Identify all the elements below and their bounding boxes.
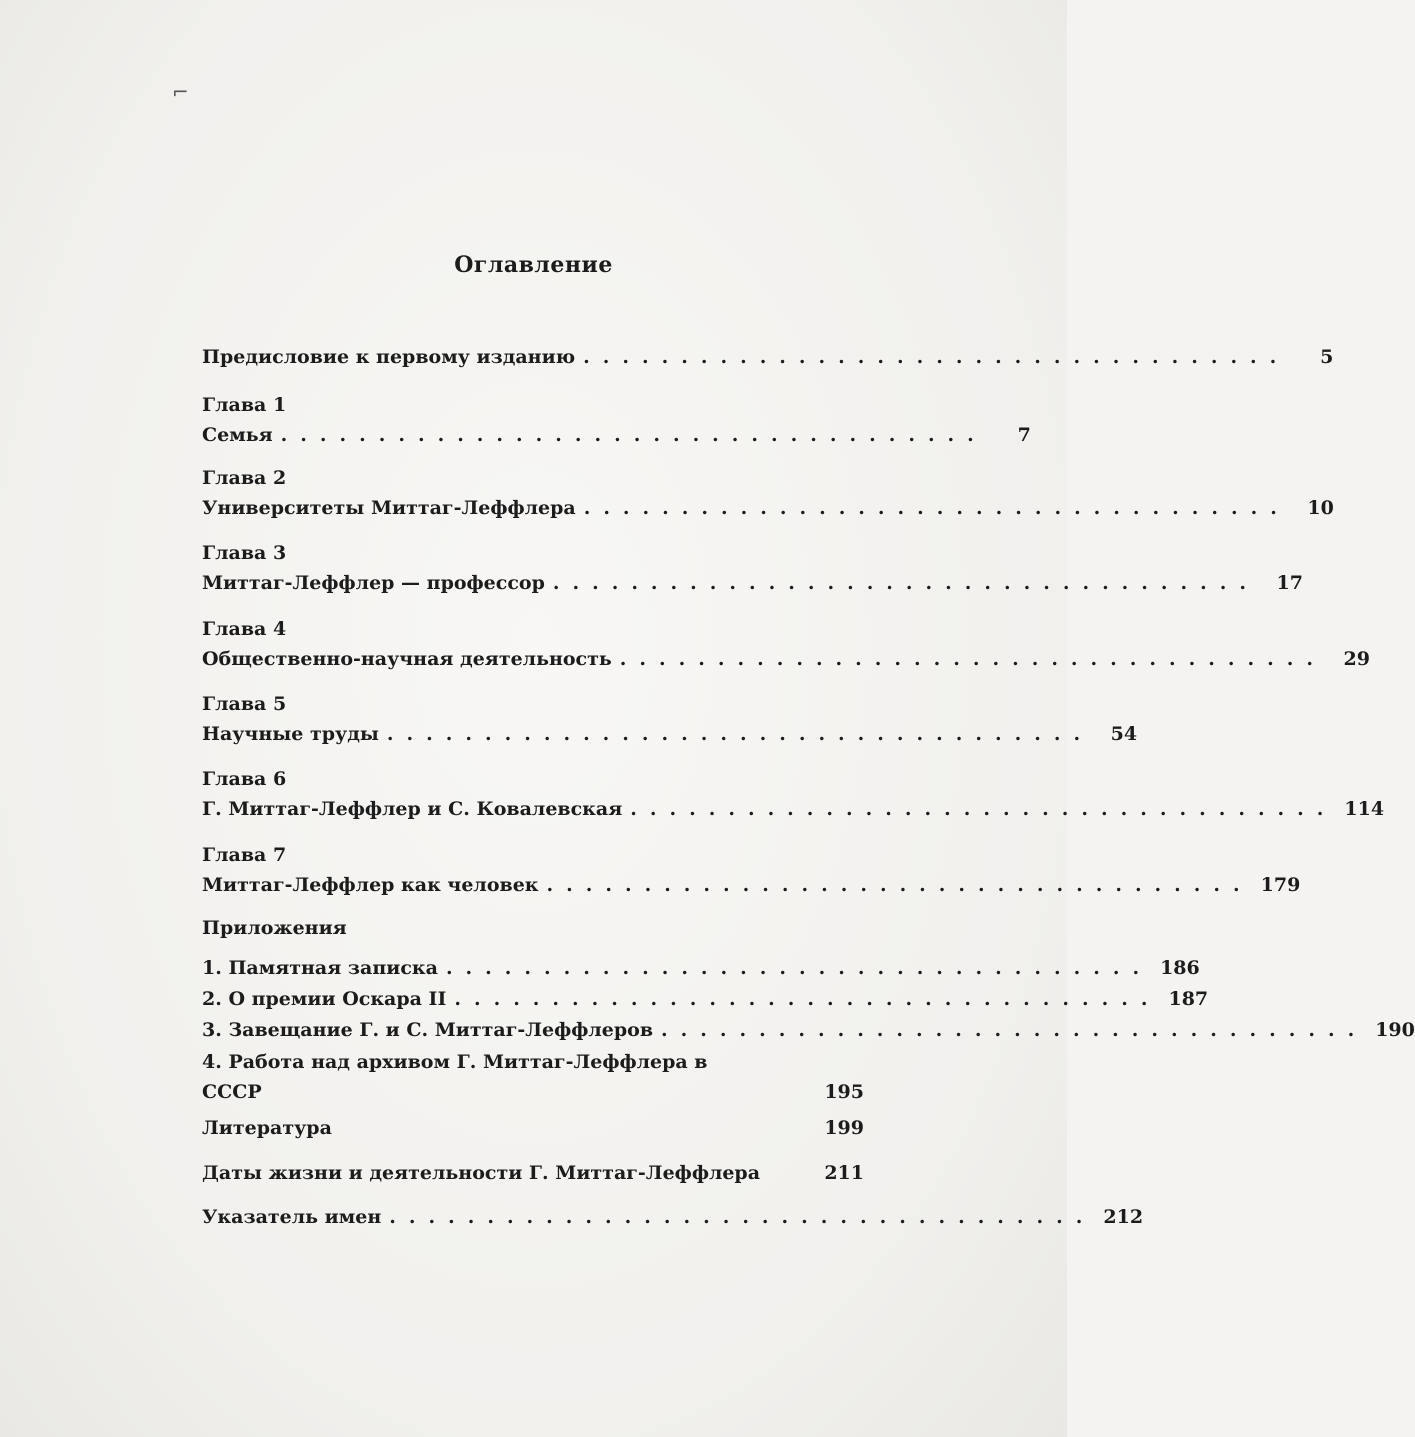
page-number: 179 xyxy=(1260,874,1301,896)
toc-row xyxy=(202,719,1138,749)
entry-title: Даты жизни и деятельности Г. Миттаг-Леффлера xyxy=(202,1162,761,1184)
leader-dots: .................................... xyxy=(454,988,1161,1010)
toc-row xyxy=(202,1077,864,1107)
toc-row xyxy=(202,984,1209,1014)
toc-entry-chapter-2 xyxy=(202,463,1334,523)
toc-entry-chapter-1 xyxy=(202,390,1031,450)
entry-title: 4. Работа над архивом Г. Миттаг-Леффлера в xyxy=(202,1051,708,1073)
toc-row xyxy=(202,1158,864,1188)
toc-row xyxy=(202,644,1370,674)
toc-row xyxy=(202,1015,1415,1045)
toc-row xyxy=(202,953,1200,983)
toc-row xyxy=(202,913,864,943)
toc-entry-appendix-3 xyxy=(202,1015,1415,1045)
chapter-label: Глава 2 xyxy=(202,467,287,489)
entry-title: Университеты Миттаг-Леффлера xyxy=(202,497,576,519)
toc-entry-chapter-7 xyxy=(202,840,1301,900)
leader-dots: .................................... xyxy=(445,957,1153,979)
page-number: 54 xyxy=(1110,723,1138,745)
toc-entry-literature xyxy=(202,1113,864,1143)
leader-dots: .................................... xyxy=(619,648,1326,670)
chapter-label: Глава 4 xyxy=(202,618,287,640)
entry-title: Научные труды xyxy=(202,723,379,745)
entry-title: 1. Памятная записка xyxy=(202,957,438,979)
toc-entry-appendix-1 xyxy=(202,953,1200,983)
toc-row xyxy=(202,870,1301,900)
entry-title: 3. Завещание Г. и С. Миттаг-Леффлеров xyxy=(202,1019,654,1041)
chapter-label: Глава 6 xyxy=(202,768,287,790)
page-number: 211 xyxy=(824,1162,864,1184)
chapter-label: Глава 1 xyxy=(202,394,287,416)
toc-entry-chapter-3 xyxy=(202,538,1303,598)
page-number: 29 xyxy=(1343,648,1370,670)
corner-mark: ⌐ xyxy=(172,80,189,104)
toc-row xyxy=(202,1113,864,1143)
toc-row xyxy=(202,794,1385,824)
leader-dots: .................................... xyxy=(552,572,1259,594)
leader-dots: .................................... xyxy=(280,424,987,446)
leader-dots: .................................... xyxy=(583,346,1290,368)
toc-row xyxy=(202,1202,1144,1232)
toc-row xyxy=(202,1047,864,1077)
entry-title: Литература xyxy=(202,1117,332,1139)
toc-entry-appendix-2 xyxy=(202,984,1209,1014)
toc-entry-appendix-4 xyxy=(202,1047,864,1107)
page-number: 187 xyxy=(1168,988,1209,1010)
page-number: 10 xyxy=(1307,497,1334,519)
leader-dots: .................................... xyxy=(661,1019,1368,1041)
chapter-label: Глава 7 xyxy=(202,844,287,866)
toc-entry-appendices xyxy=(202,913,864,943)
toc-row xyxy=(202,420,1031,450)
page-number: 195 xyxy=(824,1081,864,1103)
page-number: 199 xyxy=(824,1117,864,1139)
toc-row xyxy=(202,568,1303,598)
entry-title-cont: СССР xyxy=(202,1081,262,1103)
entry-title: Миттаг-Леффлер — профессор xyxy=(202,572,545,594)
entry-title: Общественно-научная деятельность xyxy=(202,648,612,670)
entry-title: Г. Миттаг-Леффлер и С. Ковалевская xyxy=(202,798,623,820)
page-number: 190 xyxy=(1375,1019,1415,1041)
page-number: 186 xyxy=(1160,957,1200,979)
entry-title: Семья xyxy=(202,424,273,446)
leader-dots: .................................... xyxy=(583,497,1290,519)
page-number: 212 xyxy=(1103,1206,1144,1228)
page-number: 114 xyxy=(1344,798,1385,820)
toc-entry-chapter-6 xyxy=(202,764,1385,824)
toc-row xyxy=(202,342,1334,372)
entry-title: Предисловие к первому изданию xyxy=(202,346,576,368)
toc-entry-preface xyxy=(202,342,1334,372)
page-number: 17 xyxy=(1276,572,1303,594)
toc-row xyxy=(202,493,1334,523)
toc-entry-chapter-5 xyxy=(202,689,1138,749)
leader-dots: .................................... xyxy=(386,723,1094,745)
entry-title: Указатель имен xyxy=(202,1206,382,1228)
leader-dots: .................................... xyxy=(546,874,1253,896)
toc-title: Оглавление xyxy=(454,252,613,278)
toc-entry-chapter-4 xyxy=(202,614,1370,674)
toc-entry-index xyxy=(202,1202,1144,1232)
leader-dots: .................................... xyxy=(389,1206,1096,1228)
toc-entry-dates xyxy=(202,1158,864,1188)
entry-title: 2. О премии Оскара II xyxy=(202,988,447,1010)
chapter-label: Глава 3 xyxy=(202,542,287,564)
entry-title: Приложения xyxy=(202,917,347,939)
page-number: 5 xyxy=(1320,346,1334,368)
chapter-label: Глава 5 xyxy=(202,693,287,715)
leader-dots: .................................... xyxy=(630,798,1337,820)
entry-title: Миттаг-Леффлер как человек xyxy=(202,874,539,896)
page-number: 7 xyxy=(1017,424,1031,446)
